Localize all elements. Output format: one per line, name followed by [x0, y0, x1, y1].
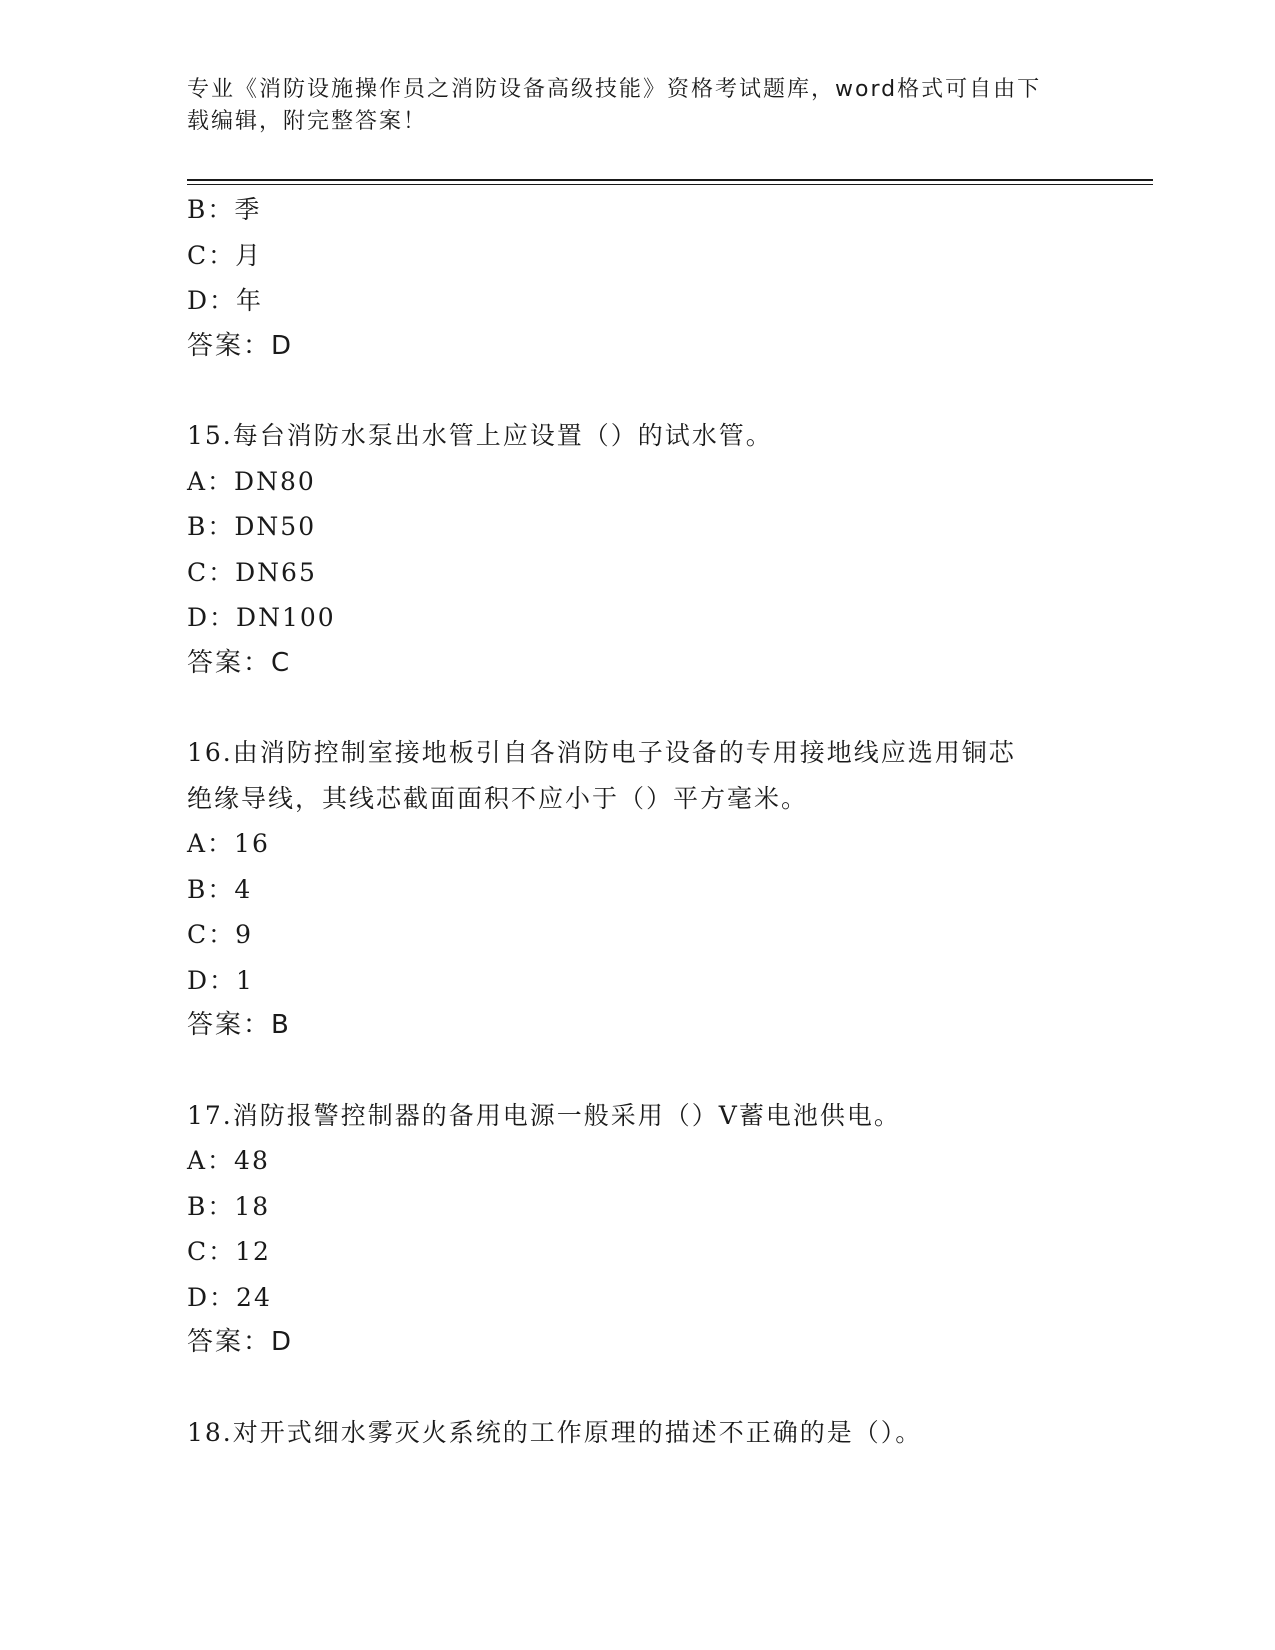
- answer: 答案：B: [187, 1010, 291, 1040]
- answer: 答案：D: [187, 1327, 294, 1357]
- header-rule-thin: [187, 184, 1153, 185]
- option-b: B：4: [187, 874, 253, 904]
- option-b: B：DN50: [187, 512, 317, 541]
- question-text-continued: 绝缘导线，其线芯截面面积不应小于（）平方毫米。: [187, 783, 809, 813]
- option-c: C：12: [187, 1237, 271, 1266]
- option-b: B：季: [187, 195, 262, 224]
- question-list: [187, 187, 1087, 1455]
- option-d: D：年: [187, 286, 264, 315]
- option-d: D：1: [187, 965, 254, 995]
- question-16: [187, 730, 1087, 1049]
- answer: 答案：D: [187, 330, 294, 361]
- question-text: 16.由消防控制室接地板引自各消防电子设备的专用接地线应选用铜芯: [187, 738, 1016, 767]
- option-a: A：48: [187, 1146, 270, 1175]
- question-text: 17.消防报警控制器的备用电源一般采用（）V蓄电池供电。: [187, 1100, 901, 1130]
- question-text: 18.对开式细水雾灭火系统的工作原理的描述不正确的是（）。: [187, 1417, 923, 1447]
- option-c: C：9: [187, 920, 254, 949]
- option-c: C：DN65: [187, 557, 317, 587]
- question-17: [187, 1093, 1087, 1366]
- header-line-2: 载编辑，附完整答案！: [187, 109, 428, 134]
- option-b: B：18: [187, 1191, 271, 1221]
- option-d: D：DN100: [187, 603, 336, 632]
- page-header: [187, 74, 1087, 138]
- header-rule-thick: [187, 179, 1153, 181]
- option-c: C：月: [187, 240, 263, 270]
- header-line-1: 专业《消防设施操作员之消防设备高级技能》资格考试题库，word格式可自由下: [187, 77, 1042, 102]
- question-18: [187, 1410, 1087, 1456]
- question-15: [187, 413, 1087, 686]
- option-d: D：24: [187, 1282, 272, 1312]
- question-text: 15.每台消防水泵出水管上应设置（）的试水管。: [187, 421, 773, 450]
- option-a: A：16: [187, 829, 270, 858]
- option-a: A：DN80: [187, 466, 316, 496]
- answer: 答案：C: [187, 647, 292, 678]
- question-14-continued: [187, 187, 1087, 369]
